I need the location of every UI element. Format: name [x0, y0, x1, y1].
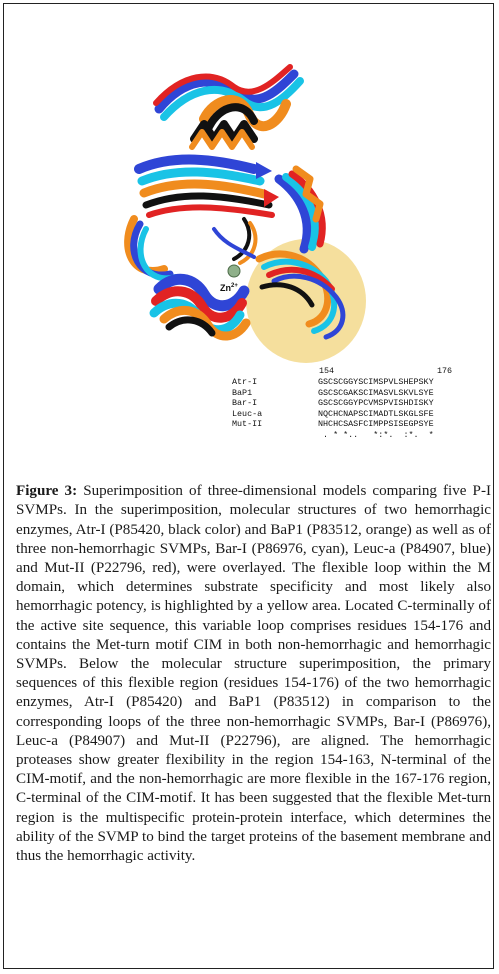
svg-text:Zn2+: [220, 283, 238, 293]
zinc-charge: 2+: [231, 283, 238, 289]
figure-caption: [16, 482, 491, 866]
sequence-name: Mut-II: [232, 419, 263, 430]
sequence: NQCHCNAPSCIMADTLSKGLSFE: [318, 408, 434, 419]
alignment-row: [232, 388, 492, 399]
alignment-row: [232, 398, 492, 409]
caption-label: Figure 3:: [16, 483, 78, 500]
consensus-line: . * *.. *:*. :*. *: [318, 429, 434, 440]
zinc-label: Zn: [220, 283, 231, 293]
figure-frame: [3, 3, 494, 969]
sequence: GSCSCGAKSCIMASVLSKVLSYE: [318, 387, 434, 398]
alignment-row: [232, 409, 492, 420]
sequence-name: BaP1: [232, 387, 253, 398]
alignment-row: [232, 419, 492, 430]
sequence: NHCHCSASFCIMPPSISEGPSYE: [318, 419, 434, 430]
sequence-name: Atr-I: [232, 377, 258, 387]
sequence: GSCSCGGYPCVMSPVISHDISKY: [318, 398, 434, 409]
sequence-name: Bar-I: [232, 398, 258, 409]
alignment-start: 154: [319, 366, 335, 376]
sequence: GSCSCGGYSCIMSPVLSHEPSKY: [318, 377, 434, 387]
zinc-ion-marker: [228, 265, 240, 277]
sequence-name: Leuc-a: [232, 408, 263, 419]
caption-text: Superimposition of three-dimensional models comparing five P-I SVMPs. In the superimposition, molecular structures of two hemorrhagic enzymes, Atr-I (P85420, black color) and BaP1 (P83512, orange) as well as of three non-hemorrhagic SVMPs, Bar-I (P86976, cyan), Leuc-a (P84907, blue) and Mut-II (P22796, red), were overlayed. The flexible loop within the M domain, which determines substrate specificity and most likely also hemorrhagic potency, is highlighted by a yellow area. Located C-terminally of the active site sequence, this variable loop comprises residues 154-176 and contains the Met-turn motif CIM in both non-hemorrhagic and hemorrhagic SVMPs. Below the molecular structure superimposition, the primary sequences of this flexible region (residues 154-176) of the two hemorrhagic enzymes, Atr-I (P85420) and BaP1 (P83512) in comparison to the corresponding loops of the three non-hemorrhagic SVMPs, Bar-I (P86976), Leuc-a (P84907) and Mut-II (P22796), are aligned. The hemorrhagic proteases show greater flexibility in the region 154-163, N-terminal of the CIM-motif, and the non-hemorrhagic are more flexible in the 167-176 region, C-terminal of the CIM-motif. It has been suggested that the flexible Met-turn region is the multispecific protein-protein interface, which determines the ability of the SVMP to bind the target proteins of the basement membrane and thus the hemorrhagic activity.: [16, 483, 491, 864]
protein-superimposition-image: [64, 19, 384, 364]
alignment-range: [232, 366, 492, 377]
alignment-end: 176: [437, 366, 453, 376]
sequence-alignment: [232, 366, 492, 441]
alignment-row: [232, 377, 492, 388]
